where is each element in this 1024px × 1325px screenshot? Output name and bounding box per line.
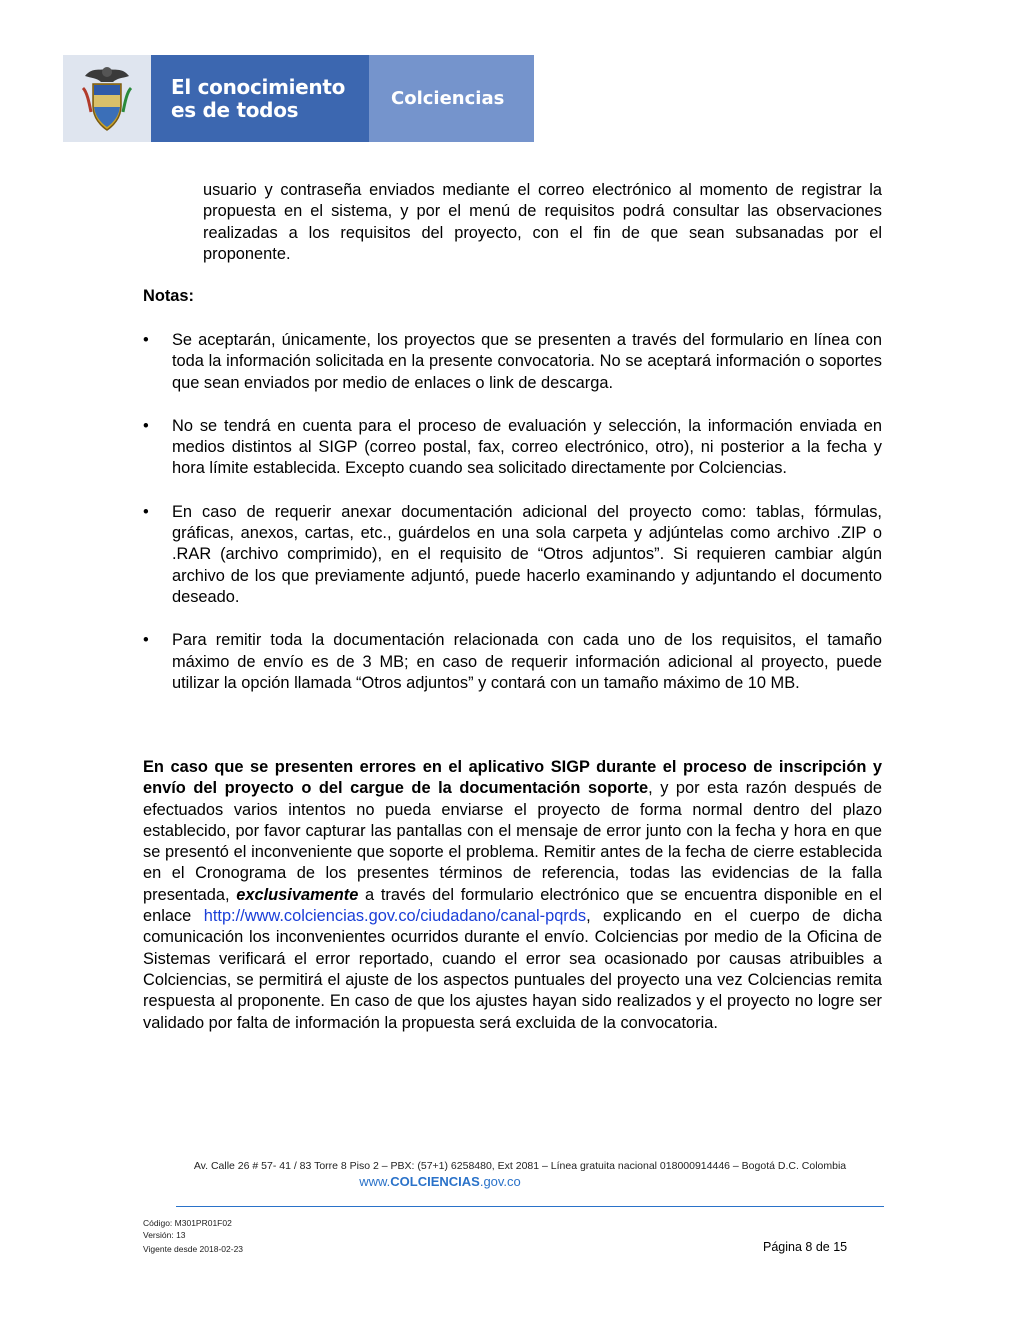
note-text: No se tendrá en cuenta para el proceso de evaluación y selección, la información enviada en medios distintos al SIGP (correo postal, fax, correo electrónico, otro), ni posterior a la fecha y hora límite establecida. Excepto cuando sea solicitado directamente por Colciencias. — [172, 416, 882, 478]
footer-website-link[interactable] — [165, 1174, 715, 1189]
coat-of-arms-icon — [63, 55, 151, 142]
banner-side-label: Colciencias — [391, 88, 505, 109]
document-code: Código: M301PR01F02 — [143, 1218, 232, 1228]
list-item — [143, 630, 882, 694]
errors-text-1: , y por esta razón después de efectuados varios intentos no pueda enviarse el proyecto de forma normal dentro del plazo establecido, por favor capturar las pantallas con el mensaje de error junto con la fecha y hora en que se presentó el inconveniente que soporte el problema. Remitir antes de la fecha de cierre establecida en el Cronograma de los presentes términos de referencia, todas las evidencias de la falla presentada, — [143, 779, 882, 904]
page-number: Página 8 de 15 — [763, 1240, 848, 1254]
errors-emphasis: exclusivamente — [236, 885, 359, 904]
footer-address: Av. Calle 26 # 57- 41 / 83 Torre 8 Piso 2 – PBX: (57+1) 6258480, Ext 2081 – Línea gratuita nacional 018000914446 – Bogotá D.C. Colombia — [193, 1160, 847, 1172]
bullet-icon: • — [143, 416, 149, 435]
web-suffix: .gov.co — [479, 1174, 521, 1189]
errors-paragraph — [143, 757, 882, 1034]
note-text: Se aceptarán, únicamente, los proyectos que se presenten a través del formulario en línea con toda la información solicitada en la presente convocatoria. No se aceptará información o soportes que sean enviados por medio de enlaces o link de descarga. — [172, 331, 882, 392]
list-item — [143, 330, 882, 394]
pqrds-link[interactable]: http://www.colciencias.gov.co/ciudadano/canal-pqrds — [203, 907, 587, 926]
list-item — [143, 416, 882, 480]
web-name: COLCIENCIAS — [390, 1174, 480, 1189]
banner-line1: El conocimiento — [171, 74, 346, 99]
header-banner — [63, 55, 534, 142]
errors-text-2: a través del formulario electrónico que se encuentra disponible en el enlace — [143, 885, 883, 926]
web-prefix: www. — [359, 1174, 391, 1189]
bullet-icon: • — [143, 331, 149, 349]
banner-slogan — [151, 55, 369, 142]
notes-list — [143, 330, 882, 716]
list-item — [143, 502, 882, 608]
banner-line2: es de todos — [171, 97, 299, 122]
bullet-icon: • — [143, 502, 149, 521]
errors-bold-text: En caso que se presenten errores en el aplicativo SIGP durante el proceso de inscripción y envío del proyecto o del cargue de la documentación soporte — [143, 758, 882, 798]
errors-text-3: , explicando en el cuerpo de dicha comunicación los inconvenientes ocurridos durante el envío. Colciencias por medio de la Oficina de Sistemas verificará el error reportado, cuando el error sea ocasionado por causas atribuibles a Colciencias, se permitirá el ajuste de los aspectos puntuales del proyecto una vez Colciencias remita respuesta al proponente. En caso de que los ajustes hayan sido realizados y el proyecto no logre ser validado por falta de información la propuesta será excluida de la convocatoria. — [143, 907, 882, 1032]
document-version: Versión: 13 — [143, 1230, 186, 1240]
footer-divider — [176, 1206, 884, 1207]
intro-paragraph: usuario y contraseña enviados mediante el correo electrónico al momento de registrar la propuesta en el sistema, y por el menú de requisitos podrá consultar las observaciones realizadas a los requisitos del proyecto, con el fin de que sean subsanadas por el proponente. — [203, 181, 882, 263]
banner-colciencias — [369, 55, 534, 142]
note-text: Para remitir toda la documentación relacionada con cada uno de los requisitos, el tamaño máximo de envío es de 3 MB; en caso de requerir información adicional al proyecto, puede utilizar la opción llamada “Otros adjuntos” y contará con un tamaño máximo de 10 MB. — [172, 631, 882, 692]
document-valid-date: Vigente desde 2018-02-23 — [143, 1244, 244, 1254]
note-text: En caso de requerir anexar documentación adicional del proyecto como: tablas, fórmulas, gráficas, anexos, cartas, etc., guárdelos en una sola carpeta y adjúntelas como archivo .ZIP o .RAR (archivo comprimido), en el requisito de “Otros adjuntos”. Si requieren cambiar algún archivo de los que previamente adjuntó, puede hacerlo examinando y adjuntando el documento deseado. — [172, 502, 882, 606]
notes-heading: Notas: — [143, 287, 194, 305]
bullet-icon: • — [143, 631, 149, 650]
